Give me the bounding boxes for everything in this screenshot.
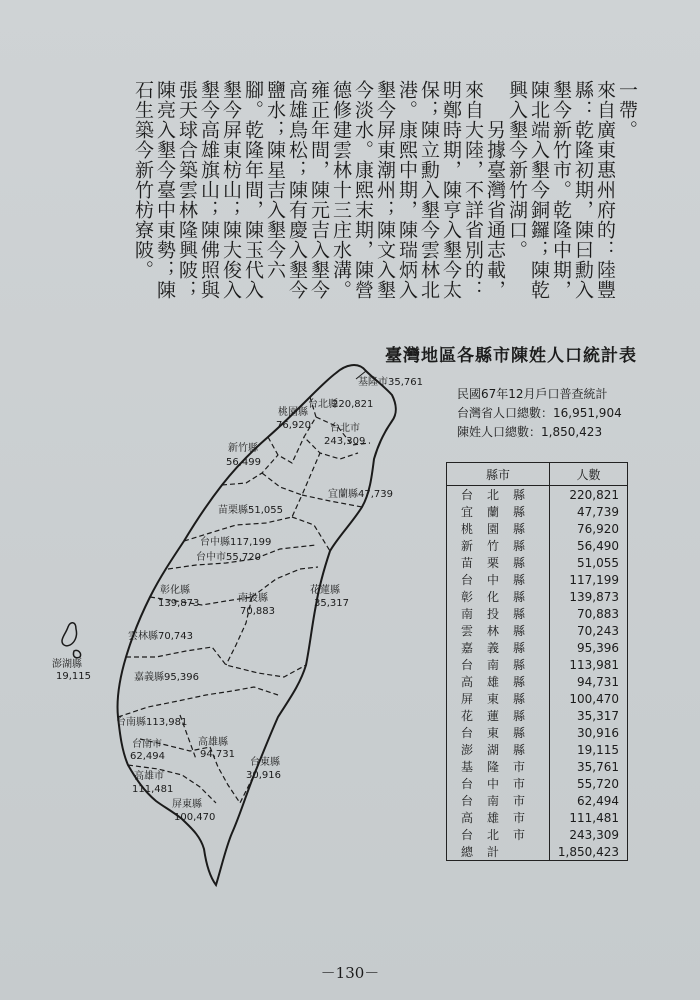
county-name-cell: 桃園縣 <box>447 520 550 537</box>
map-label-kaohsiung-county: 高雄縣 <box>198 737 228 748</box>
table-row <box>447 792 628 809</box>
body-text-vertical <box>132 80 638 315</box>
population-count-cell: 113,981 <box>569 657 619 672</box>
map-label-yunlin: 雲林縣70,743 <box>128 631 193 642</box>
map-label-taipei-county: 台北縣 <box>308 399 338 410</box>
table-row <box>447 571 628 588</box>
page-number: －130－ <box>320 964 380 982</box>
population-count-cell: 30,916 <box>577 725 619 740</box>
map-label-taipei-city: 台北市 <box>330 423 360 434</box>
table-row <box>447 809 628 826</box>
penghu-outline <box>62 623 81 658</box>
map-label-changhua: 彰化縣 <box>160 585 190 596</box>
table-row <box>447 486 628 504</box>
table-row <box>447 503 628 520</box>
map-label-changhua-count: 139,873 <box>158 598 200 609</box>
population-table <box>446 462 628 861</box>
county-name-cell: 台北縣 <box>447 486 550 504</box>
table-row <box>447 741 628 758</box>
map-label-taipei-city-count: 243,309 <box>324 436 366 447</box>
census-line-1: 民國67年12月戶口普查統計 <box>457 387 608 401</box>
map-label-penghu: 澎湖縣 <box>52 659 82 670</box>
paragraph-2: 來自廣東惠州府的：陸豐縣：乾隆初期，陳曰勳入墾今新竹市。乾隆中期，陳北端入墾今銅鑼；陳乾興入墾今新竹湖口。 <box>506 80 616 300</box>
county-name-cell: 宜蘭縣 <box>447 503 550 520</box>
map-label-taichung-city: 台中市55,720 <box>196 552 261 563</box>
population-count-cell: 70,243 <box>577 623 619 638</box>
county-name-cell: 台北市 <box>447 826 550 843</box>
map-label-penghu-count: 19,115 <box>56 671 91 682</box>
county-name-cell: 南投縣 <box>447 605 550 622</box>
map-label-keelung: 基隆市35,761 <box>358 377 423 388</box>
county-name-cell: 台中縣 <box>447 571 550 588</box>
map-label-kaohsiung-county-count: 94,731 <box>200 749 235 760</box>
county-name-cell: 苗栗縣 <box>447 554 550 571</box>
map-label-chiayi: 嘉義縣95,396 <box>134 672 199 683</box>
map-label-tainan-city: 台南市 <box>132 739 162 750</box>
map-label-miaoli: 苗栗縣51,055 <box>218 505 283 516</box>
population-count-cell: 94,731 <box>577 674 619 689</box>
county-name-cell: 嘉義縣 <box>447 639 550 656</box>
table-header-row <box>447 463 628 486</box>
table-row <box>447 724 628 741</box>
county-name-cell: 台南縣 <box>447 656 550 673</box>
map-label-taitung-count: 30,916 <box>246 770 281 781</box>
county-name-cell: 基隆市 <box>447 758 550 775</box>
map-label-taipei-county-count: 220,821 <box>332 399 374 410</box>
paragraph-1: 一帶。 <box>616 80 638 140</box>
population-count-cell: 95,396 <box>577 640 619 655</box>
map-label-taoyuan-count: 76,920 <box>276 420 311 431</box>
map-label-hsinchu: 新竹縣 <box>228 443 258 454</box>
table-row <box>447 520 628 537</box>
census-line-2: 台灣省人口總數：16,951,904 <box>457 406 622 420</box>
table-row <box>447 554 628 571</box>
population-count-cell: 56,490 <box>577 538 619 553</box>
population-count-cell: 76,920 <box>577 521 619 536</box>
map-label-hualien: 花蓮縣 <box>310 585 340 596</box>
map-label-tainan-county: 台南縣113,981 <box>116 717 188 728</box>
population-count-cell: 117,199 <box>569 572 619 587</box>
population-count-cell: 35,317 <box>577 708 619 723</box>
table-row <box>447 622 628 639</box>
map-label-kaohsiung-city: 高雄市 <box>134 771 164 782</box>
map-label-hsinchu-count: 56,499 <box>226 457 261 468</box>
population-count-cell: 1,850,423 <box>557 844 619 859</box>
table-title: 臺灣地區各縣市陳姓人口統計表 <box>385 346 637 366</box>
population-count-cell: 19,115 <box>577 742 619 757</box>
county-name-cell: 台東縣 <box>447 724 550 741</box>
map-label-taitung: 台東縣 <box>250 757 280 768</box>
county-name-cell: 屏東縣 <box>447 690 550 707</box>
census-line-3: 陳姓人口總數：1,850,423 <box>457 425 603 439</box>
column-header-count: 人數 <box>549 463 627 486</box>
table-row <box>447 690 628 707</box>
table-row <box>447 673 628 690</box>
population-count-cell: 62,494 <box>577 793 619 808</box>
table-row <box>447 605 628 622</box>
county-name-cell: 花蓮縣 <box>447 707 550 724</box>
population-count-cell: 139,873 <box>569 589 619 604</box>
population-count-cell: 220,821 <box>569 487 619 502</box>
population-count-cell: 55,720 <box>577 776 619 791</box>
map-label-nantou-count: 70,883 <box>240 606 275 617</box>
population-count-cell: 243,309 <box>569 827 619 842</box>
table-row <box>447 537 628 554</box>
county-name-cell: 台南市 <box>447 792 550 809</box>
paragraph-3: 另據臺灣省通志載，來自大陸，不詳省別的：明鄭時期，陳亨入墾今太保；陳立勳入墾今雲林北港。康熙中期，陳瑞炳入墾今屏東潮州；陳文入墾今淡水。康熙末期，陳營德修建雲林十三庄水溝。雍正年間，陳元吉入墾今高雄鳥松；陳有慶入墾今鹽水；陳星吉入墾今六腳。乾隆年間，陳玉代入墾今屏東枋山；陳大俊入墾今高雄旗山；陳佛照與張天球合築雲林隆興陂；陳亮入墾今臺中東勢；陳石生築今新竹枋寮陂。 <box>132 80 506 300</box>
population-count-cell: 51,055 <box>577 555 619 570</box>
population-count-cell: 111,481 <box>569 810 619 825</box>
map-label-taoyuan: 桃園縣 <box>278 407 308 418</box>
table-row <box>447 826 628 843</box>
county-name-cell: 高雄市 <box>447 809 550 826</box>
population-count-cell: 47,739 <box>577 504 619 519</box>
table-row <box>447 656 628 673</box>
population-count-cell: 35,761 <box>577 759 619 774</box>
table-row <box>447 758 628 775</box>
county-name-cell: 雲林縣 <box>447 622 550 639</box>
column-header-county: 縣市 <box>447 463 550 486</box>
taiwan-map <box>40 355 423 900</box>
population-count-cell: 100,470 <box>569 691 619 706</box>
map-label-yilan: 宜蘭縣47,739 <box>328 489 393 500</box>
county-name-cell: 新竹縣 <box>447 537 550 554</box>
map-label-taichung-county: 台中縣117,199 <box>200 537 272 548</box>
map-label-kaohsiung-city-count: 111,481 <box>132 784 174 795</box>
map-label-pingtung-count: 100,470 <box>174 812 216 823</box>
county-name-cell: 彰化縣 <box>447 588 550 605</box>
county-name-cell: 台中市 <box>447 775 550 792</box>
county-name-cell: 高雄縣 <box>447 673 550 690</box>
table-row <box>447 775 628 792</box>
map-label-nantou: 南投縣 <box>238 593 268 604</box>
population-count-cell: 70,883 <box>577 606 619 621</box>
table-row <box>447 639 628 656</box>
census-info <box>457 385 622 442</box>
map-label-hualien-count: 35,317 <box>314 598 349 609</box>
table-row <box>447 588 628 605</box>
county-name-cell: 總計 <box>447 843 550 861</box>
county-name-cell: 澎湖縣 <box>447 741 550 758</box>
table-row <box>447 843 628 861</box>
table-row <box>447 707 628 724</box>
map-label-pingtung: 屏東縣 <box>172 799 202 810</box>
map-label-tainan-city-count: 62,494 <box>130 751 165 762</box>
